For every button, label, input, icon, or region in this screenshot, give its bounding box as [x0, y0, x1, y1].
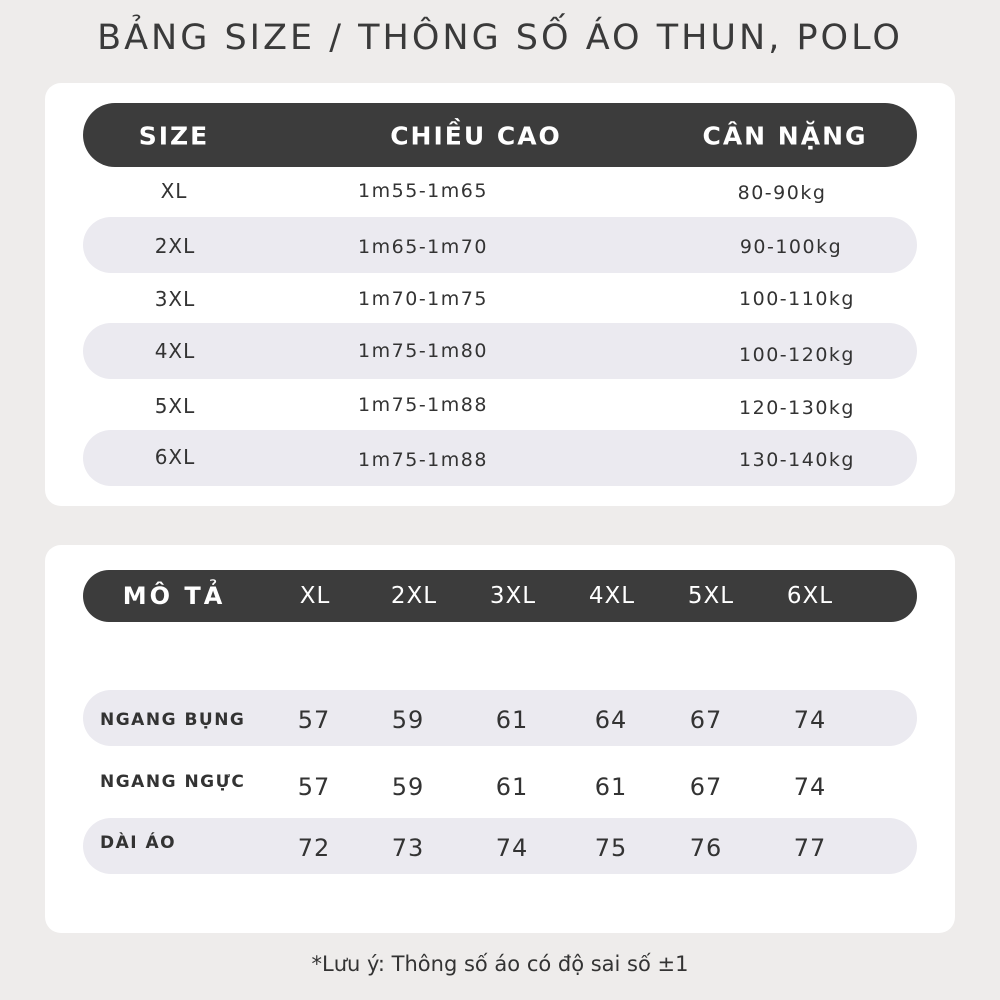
weight-cell: 130-140kg — [739, 449, 855, 471]
height-cell: 1m75-1m80 — [358, 340, 488, 362]
size-cell: 5XL — [154, 394, 196, 418]
row-label: DÀI ÁO — [100, 833, 177, 853]
row-label: NGANG BỤNG — [100, 710, 246, 730]
size-table-header — [83, 103, 917, 167]
page-title: BẢNG SIZE / THÔNG SỐ ÁO THUN, POLO — [97, 18, 903, 58]
header-size: SIZE — [138, 121, 210, 151]
measure-cell: 57 — [297, 706, 331, 734]
height-cell: 1m65-1m70 — [358, 236, 488, 258]
measure-cell: 75 — [594, 834, 628, 862]
size-cell: 6XL — [154, 445, 196, 469]
header-xl: XL — [299, 583, 331, 609]
measurement-table-header — [83, 570, 917, 622]
measure-cell: 67 — [689, 706, 723, 734]
header-weight: CÂN NẶNG — [702, 121, 868, 151]
measure-cell: 64 — [594, 706, 628, 734]
measure-cell: 73 — [391, 834, 425, 862]
measure-cell: 77 — [793, 834, 827, 862]
size-cell: 4XL — [154, 339, 196, 363]
weight-cell: 80-90kg — [737, 182, 827, 204]
measure-cell: 59 — [391, 773, 425, 801]
measure-cell: 72 — [297, 834, 331, 862]
measure-cell: 76 — [689, 834, 723, 862]
size-cell: 2XL — [154, 234, 196, 258]
header-3xl: 3XL — [489, 583, 537, 609]
weight-cell: 100-120kg — [739, 344, 855, 366]
weight-cell: 120-130kg — [739, 397, 855, 419]
measurement-table-card — [45, 545, 955, 933]
header-2xl: 2XL — [390, 583, 438, 609]
weight-cell: 90-100kg — [739, 236, 843, 258]
size-cell: XL — [160, 179, 188, 203]
height-cell: 1m70-1m75 — [358, 288, 488, 310]
weight-cell: 100-110kg — [739, 288, 855, 310]
measure-cell: 74 — [495, 834, 529, 862]
measure-cell: 74 — [793, 706, 827, 734]
measure-cell: 59 — [391, 706, 425, 734]
measure-cell: 57 — [297, 773, 331, 801]
header-height: CHIỀU CAO — [390, 121, 562, 151]
measure-cell: 74 — [793, 773, 827, 801]
measure-cell: 67 — [689, 773, 723, 801]
height-cell: 1m75-1m88 — [358, 394, 488, 416]
measure-cell: 61 — [495, 773, 529, 801]
height-cell: 1m75-1m88 — [358, 449, 488, 471]
header-description: MÔ TẢ — [122, 582, 226, 610]
header-5xl: 5XL — [687, 583, 735, 609]
size-table-card — [45, 83, 955, 506]
size-cell: 3XL — [154, 287, 196, 311]
footnote: *Lưu ý: Thông số áo có độ sai số ±1 — [311, 952, 689, 976]
header-6xl: 6XL — [786, 583, 834, 609]
header-4xl: 4XL — [588, 583, 636, 609]
height-cell: 1m55-1m65 — [358, 180, 488, 202]
measure-cell: 61 — [594, 773, 628, 801]
row-label: NGANG NGỰC — [100, 772, 246, 792]
measure-cell: 61 — [495, 706, 529, 734]
